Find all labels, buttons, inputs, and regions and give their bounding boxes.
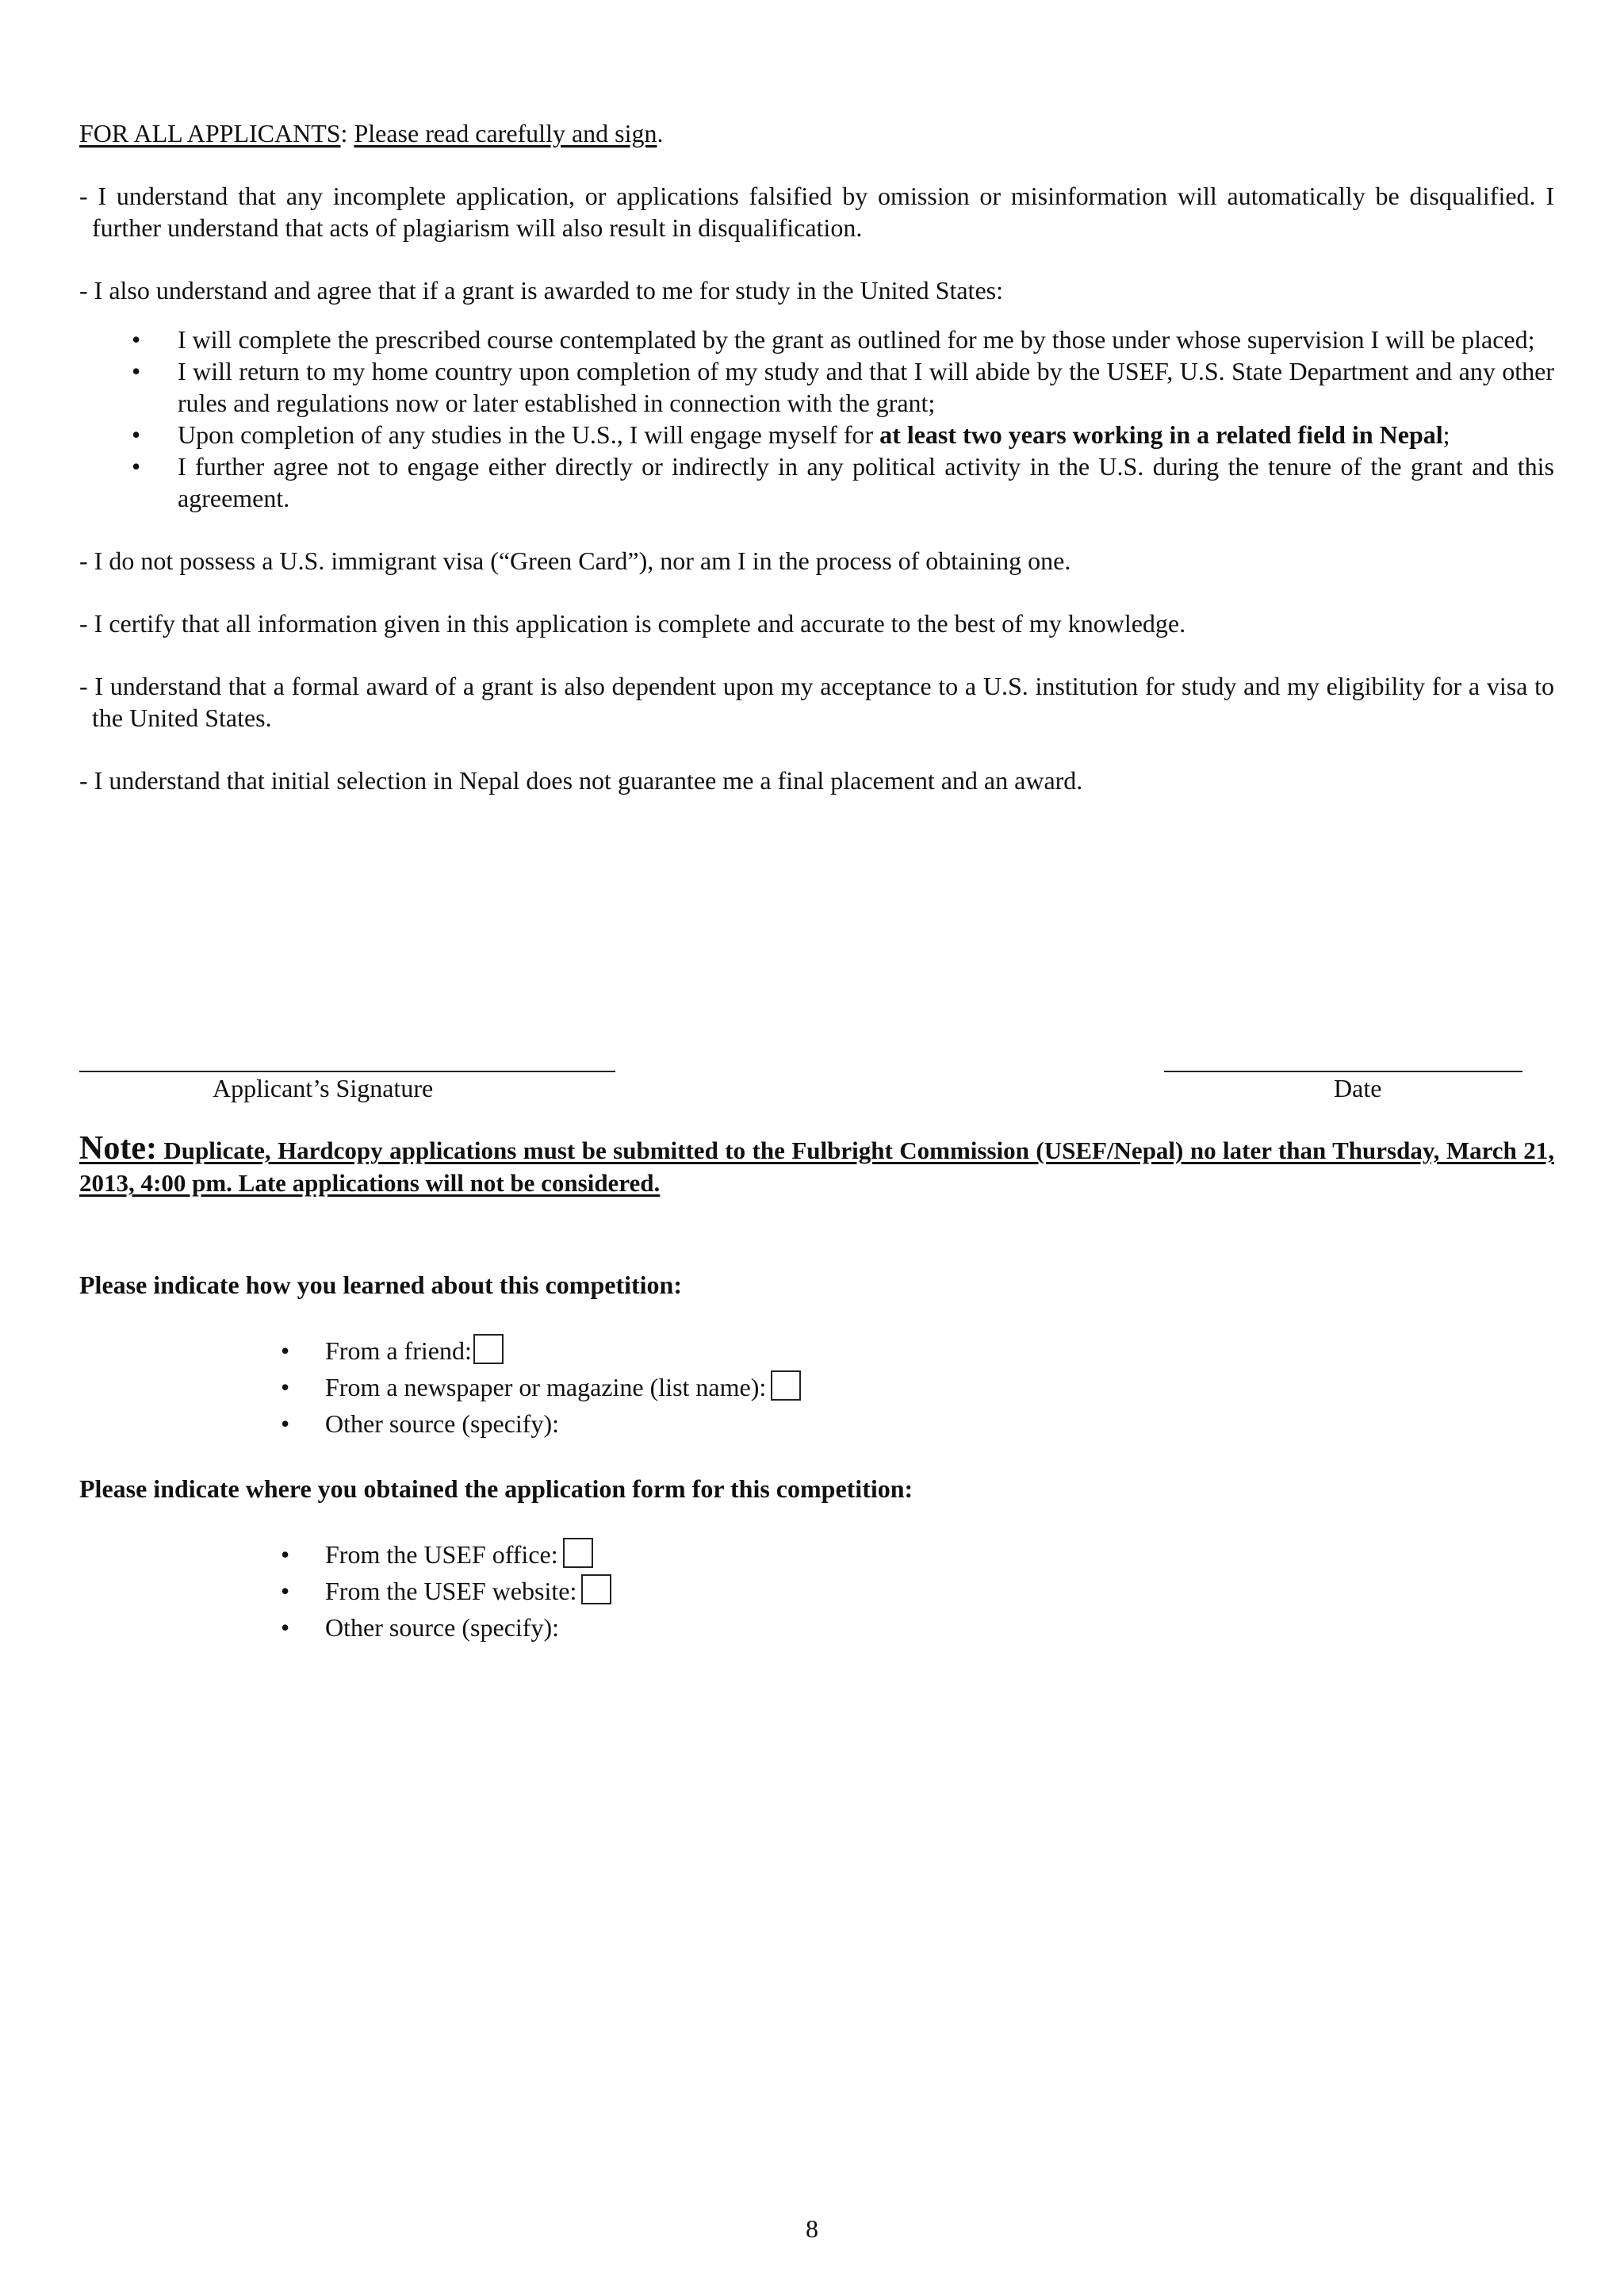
heading-end: . (657, 119, 664, 148)
grant-terms-list (79, 324, 1554, 514)
obtained-option-website-label: From the USEF website: (325, 1577, 577, 1605)
learned-option-other (325, 1405, 801, 1442)
grant-term-return-home: • I will return to my home country upon completion of my study and that I will abide by the USEF, U.S. State Department and any other rules and regulations now or later established in connection with the grant; (178, 355, 1554, 419)
learned-options-list (325, 1332, 801, 1442)
learned-option-other-label: Other source (specify): (325, 1409, 559, 1438)
newspaper-checkbox[interactable] (771, 1370, 801, 1401)
obtained-options-list (325, 1536, 611, 1646)
statement-award-dependency: - I understand that a formal award of a grant is also dependent upon my acceptance to a U.S. institution for study and my eligibility for a visa to the United States. (79, 672, 1554, 732)
usef-office-checkbox[interactable] (563, 1538, 593, 1568)
grant-term-work-end: ; (1442, 420, 1450, 449)
obtained-option-office (325, 1536, 611, 1573)
obtained-option-other-label: Other source (specify): (325, 1613, 559, 1642)
page-number: 8 (806, 2214, 818, 2243)
note-text: Duplicate, Hardcopy applications must be submitted to the Fulbright Commission (USEF/Nepal) no later than Thursday, March 21, 2013, 4:00 pm. Late applications will not be considered. (79, 1137, 1554, 1197)
note-label: Note: (79, 1130, 157, 1167)
friend-checkbox[interactable] (473, 1334, 504, 1364)
statement-initial-selection: - I understand that initial selection in Nepal does not guarantee me a final placement and an award. (79, 766, 1083, 795)
heading-instruction: Please read carefully and sign (354, 119, 657, 148)
grant-term-work-emphasis: at least two years working in a related field in Nepal (879, 420, 1443, 449)
statement-certify-accurate: - I certify that all information given in this application is complete and accurate to the best of my knowledge. (79, 609, 1186, 638)
learned-question: Please indicate how you learned about this competition: (79, 1271, 682, 1299)
learned-option-newspaper-label: From a newspaper or magazine (list name): (325, 1373, 767, 1401)
obtained-option-other (325, 1609, 611, 1646)
learned-option-friend (325, 1332, 801, 1369)
grant-term-no-political-activity: • I further agree not to engage either directly or indirectly in any political activity in the U.S. during the tenure of the grant and this agreement. (178, 450, 1554, 514)
learned-option-friend-label: From a friend: (325, 1336, 472, 1365)
grant-term-work-start: Upon completion of any studies in the U.S., I will engage myself for (178, 420, 880, 449)
heading-separator: : (340, 119, 354, 148)
usef-website-checkbox[interactable] (581, 1574, 611, 1604)
obtained-option-website (325, 1573, 611, 1609)
statement-grant-agreement: - I also understand and agree that if a grant is awarded to me for study in the United States: (79, 276, 1003, 305)
learned-option-newspaper (325, 1369, 801, 1405)
statement-no-green-card: - I do not possess a U.S. immigrant visa (“Green Card”), nor am I in the process of obtaining one. (79, 546, 1071, 575)
applicant-signature-label: Applicant’s Signature (213, 1074, 434, 1102)
statement-incomplete-application: - I understand that any incomplete application, or applications falsified by omission or misinformation will automatically be disqualified. I further understand that acts of plagiarism will also result in disqualification. (79, 182, 1554, 242)
declaration-section (79, 117, 1554, 827)
obtained-option-office-label: From the USEF office: (325, 1540, 558, 1569)
heading-label: FOR ALL APPLICANTS (79, 119, 341, 148)
obtained-question: Please indicate where you obtained the application form for this competition: (79, 1474, 914, 1503)
section-heading (79, 117, 1554, 149)
grant-term-work-in-nepal (178, 419, 1554, 450)
signature-area (79, 1031, 1554, 1126)
submission-note (79, 1130, 1554, 1199)
date-label: Date (1334, 1074, 1382, 1102)
grant-term-complete-course: • I will complete the prescribed course contemplated by the grant as outlined for me by those under whose supervision I will be placed; (178, 324, 1554, 355)
